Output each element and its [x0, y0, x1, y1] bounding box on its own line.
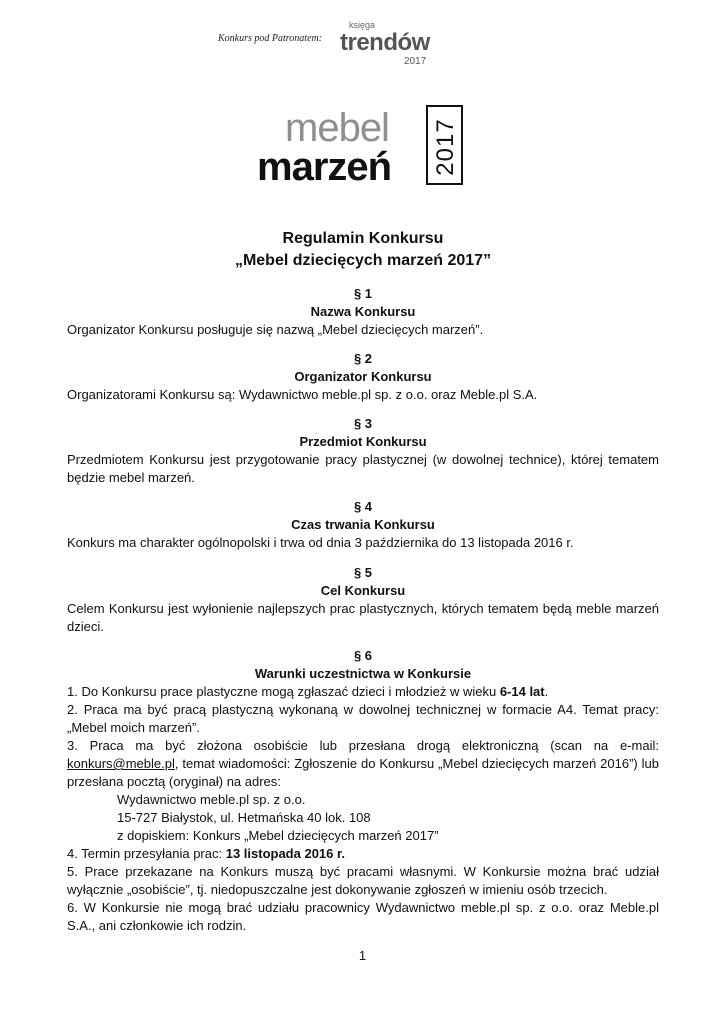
- section-4-number: § 4: [353, 499, 373, 514]
- s6-item-5: 5. Prace przekazane na Konkurs muszą być pracami własnymi. W Konkursie można brać udział wyłącznie „osobiście”, tj. niedopuszczalne jest dokonywanie zgłoszeń w imieniu osób trzecich.: [67, 864, 659, 897]
- section-3-number: § 3: [353, 416, 373, 431]
- section-6-number: § 6: [353, 648, 373, 663]
- ksiega-trendow-logo: [338, 18, 438, 70]
- section-3-body: Przedmiotem Konkursu jest przygotowanie pracy plastycznej (w dowolnej technice), której tematem będzie mebel marzeń.: [67, 452, 659, 485]
- page-number: 1: [358, 948, 367, 963]
- s6-item-6: 6. W Konkursie nie mogą brać udziału pracownicy Wydawnictwo meble.pl sp. z o.o. oraz Meble.pl S.A., ani członkowie ich rodzin.: [67, 900, 659, 933]
- logo-word-mebel: mebel: [285, 106, 389, 150]
- section-1-number: § 1: [353, 286, 373, 301]
- doc-title: Regulamin Konkursu: [282, 230, 444, 247]
- section-2-body: Organizatorami Konkursu są: Wydawnictwo meble.pl sp. z o.o. oraz Meble.pl S.A.: [67, 387, 538, 402]
- logo-year: 2017: [432, 118, 459, 176]
- section-2-number: § 2: [353, 351, 373, 366]
- section-4-heading: Czas trwania Konkursu: [291, 517, 435, 532]
- s6-item-3-pre: 3. Praca ma być złożona osobiście lub przesłana drogą elektroniczną (scan na e-mail:: [67, 738, 659, 753]
- mebel-marzen-logo: [257, 105, 467, 187]
- ksiega-logo-big: trendów: [340, 29, 430, 56]
- section-5-heading: Cel Konkursu: [320, 583, 406, 598]
- section-2-heading: Organizator Konkursu: [294, 369, 432, 384]
- s6-item-1-end: .: [544, 684, 549, 699]
- section-5-body: Celem Konkursu jest wyłonienie najlepszych prac plastycznych, których tematem będą meble marzeń dzieci.: [67, 601, 659, 634]
- section-1-body: Organizator Konkursu posługuje się nazwą „Mebel dziecięcych marzeń”.: [67, 322, 484, 337]
- address-line-1: Wydawnictwo meble.pl sp. z o.o.: [117, 792, 306, 807]
- section-3-heading: Przedmiot Konkursu: [299, 434, 427, 449]
- section-5-number: § 5: [353, 565, 373, 580]
- s6-item-1: [67, 683, 659, 701]
- logo-year-box: [426, 105, 463, 185]
- s6-item-2: 2. Praca ma być pracą plastyczną wykonaną w dowolnej technicznej w formacie A4. Temat pracy: „Mebel moich marzeń”.: [67, 702, 659, 735]
- section-6-heading: Warunki uczestnictwa w Konkursie: [254, 666, 472, 681]
- s6-item-4-text: 4. Termin przesyłania prac:: [67, 846, 226, 861]
- s6-item-1-text: 1. Do Konkursu prace plastyczne mogą zgłaszać dzieci i młodzież w wieku: [67, 684, 500, 699]
- section-4-body: Konkurs ma charakter ogólnopolski i trwa od dnia 3 października do 13 listopada 2016 r.: [67, 535, 574, 550]
- patronage-label: Konkurs pod Patronatem:: [218, 33, 323, 44]
- section-1-heading: Nazwa Konkursu: [310, 304, 416, 319]
- s6-item-3-post: , temat wiadomości: Zgłoszenie do Konkursu „Mebel dziecięcych marzeń 2016”) lub przesłana pocztą (oryginał) na adres:: [67, 756, 659, 789]
- address-line-3: z dopiskiem: Konkurs „Mebel dziecięcych marzeń 2017”: [117, 828, 439, 843]
- doc-subtitle: „Mebel dziecięcych marzeń 2017”: [234, 252, 492, 269]
- ksiega-logo-small: księga: [349, 20, 376, 30]
- s6-item-4-date: 13 listopada 2016 r.: [225, 846, 345, 861]
- email-link[interactable]: konkurs@meble.pl: [67, 756, 175, 771]
- s6-item-4: [67, 845, 659, 863]
- s6-item-1-age: 6-14 lat: [499, 684, 545, 699]
- s6-item-3: [67, 737, 659, 791]
- address-line-2: 15-727 Białystok, ul. Hetmańska 40 lok. 108: [117, 810, 371, 825]
- ksiega-logo-year: 2017: [404, 56, 427, 67]
- logo-word-marzen: marzeń: [257, 145, 392, 189]
